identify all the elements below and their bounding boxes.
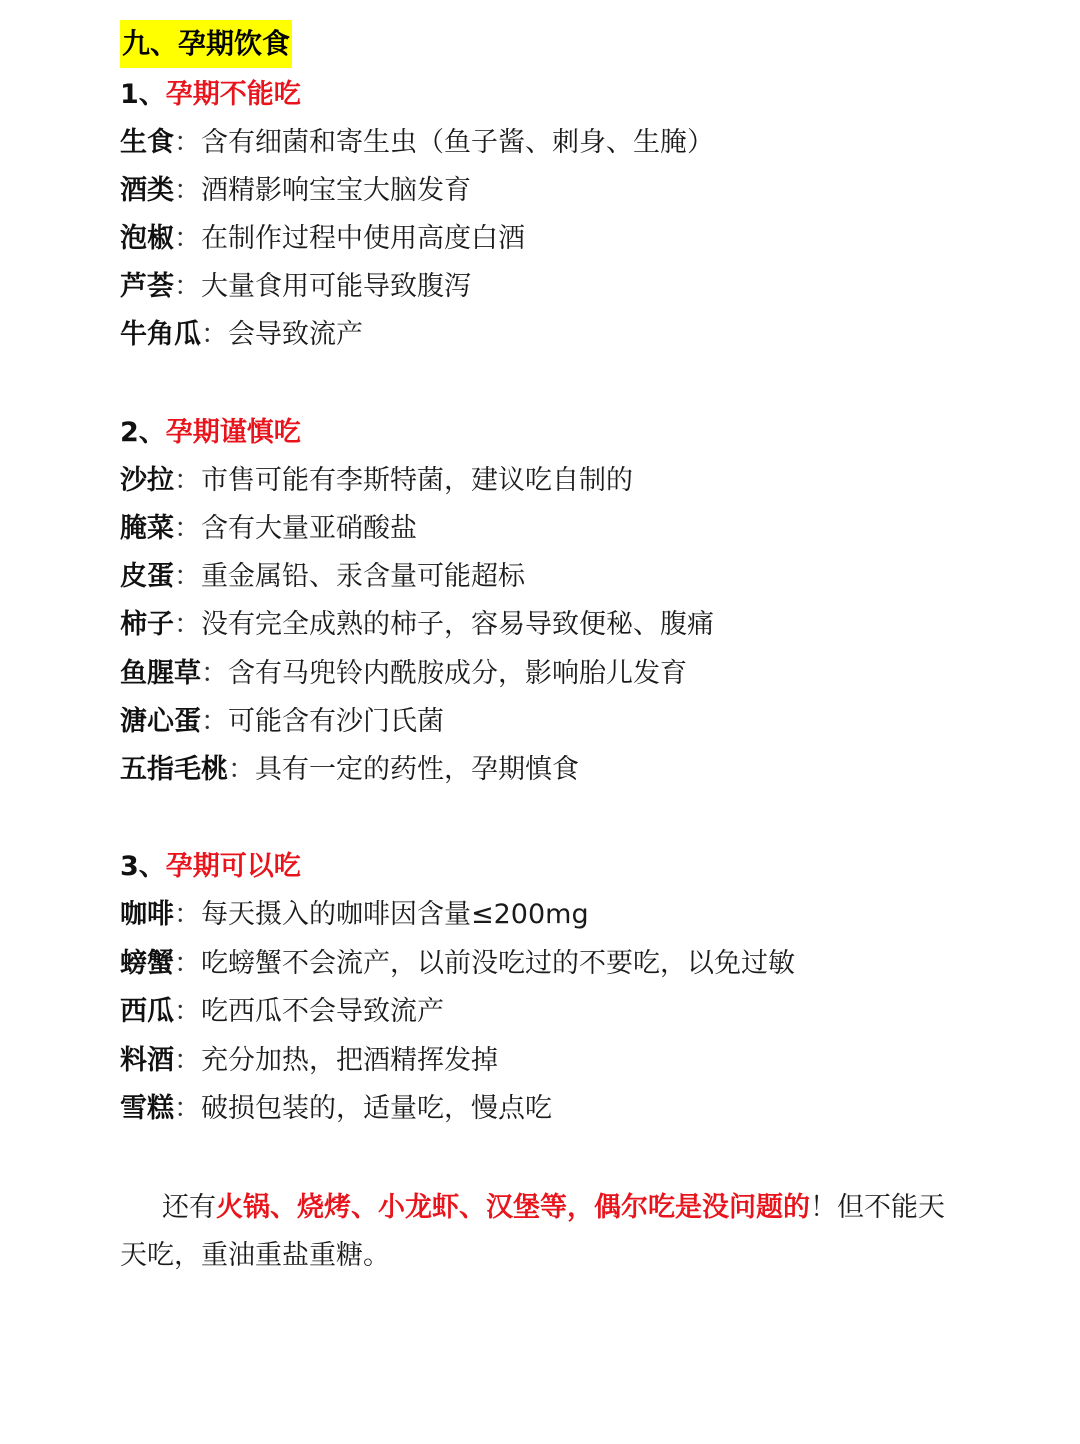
list-item (120, 698, 444, 746)
list-item (120, 940, 795, 988)
item-key: 雪糕 (120, 1093, 174, 1124)
item-description: 大量食用可能导致腹泻 (201, 271, 471, 302)
item-description: 在制作过程中使用高度白酒 (201, 223, 525, 254)
item-separator: ： (174, 223, 201, 254)
item-description: 可能含有沙门氏菌 (228, 706, 444, 737)
item-separator: ： (174, 175, 201, 206)
item-description: 吃西瓜不会导致流产 (201, 996, 444, 1027)
item-description: 会导致流产 (228, 319, 363, 350)
list-item (120, 1037, 498, 1085)
list-item (120, 746, 579, 794)
list-item (120, 311, 363, 359)
item-key: 咖啡 (120, 899, 174, 930)
list-item (120, 601, 714, 649)
item-key: 溏心蛋 (120, 706, 201, 737)
item-key: 料酒 (120, 1045, 174, 1076)
item-key: 沙拉 (120, 465, 174, 496)
item-separator: ： (174, 513, 201, 544)
list-item (120, 505, 417, 553)
item-key: 皮蛋 (120, 561, 174, 592)
closing-paragraph (120, 1184, 970, 1280)
item-description: 市售可能有李斯特菌，建议吃自制的 (201, 465, 633, 496)
item-description: 含有细菌和寄生虫（鱼子酱、刺身、生腌） (201, 127, 714, 158)
section-number: 2、 (120, 417, 166, 448)
item-separator: ： (174, 899, 201, 930)
item-separator: ： (174, 561, 201, 592)
item-separator: ： (174, 465, 201, 496)
closing-suffix: ！但不能天天吃，重油重盐重糖。 (120, 1192, 945, 1271)
list-item (120, 263, 471, 311)
section-heading-2 (120, 409, 301, 457)
section-number: 3、 (120, 851, 166, 882)
item-key: 芦荟 (120, 271, 174, 302)
item-separator: ： (174, 1093, 201, 1124)
item-description: 具有一定的药性，孕期慎食 (255, 754, 579, 785)
item-description: 充分加热，把酒精挥发掉 (201, 1045, 498, 1076)
section-label: 孕期谨慎吃 (165, 417, 301, 448)
item-key: 鱼腥草 (120, 658, 201, 689)
section-label: 孕期可以吃 (165, 851, 301, 882)
closing-prefix: 还有 (162, 1192, 216, 1223)
item-separator: ： (174, 948, 201, 979)
list-item (120, 553, 525, 601)
item-description: 酒精影响宝宝大脑发育 (201, 175, 471, 206)
item-description: 含有大量亚硝酸盐 (201, 513, 417, 544)
item-key: 牛角瓜 (120, 319, 201, 350)
item-description: 吃螃蟹不会流产，以前没吃过的不要吃，以免过敏 (201, 948, 795, 979)
list-item (120, 988, 444, 1036)
closing-highlight: 火锅、烧烤、小龙虾、汉堡等，偶尔吃是没问题的 (216, 1192, 810, 1223)
item-key: 酒类 (120, 175, 174, 206)
list-item (120, 650, 687, 698)
item-key: 生食 (120, 127, 174, 158)
item-key: 螃蟹 (120, 948, 174, 979)
item-separator: ： (201, 319, 228, 350)
item-separator: ： (174, 127, 201, 158)
list-item (120, 891, 589, 939)
item-description: 破损包装的，适量吃，慢点吃 (201, 1093, 552, 1124)
item-separator: ： (201, 706, 228, 737)
item-description: 重金属铅、汞含量可能超标 (201, 561, 525, 592)
item-separator: ： (174, 271, 201, 302)
item-separator: ： (228, 754, 255, 785)
item-description: 没有完全成熟的柿子，容易导致便秘、腹痛 (201, 609, 714, 640)
list-item (120, 457, 633, 505)
page-title: 九、孕期饮食 (120, 20, 292, 68)
list-item (120, 167, 471, 215)
item-description: 含有马兜铃内酰胺成分，影响胎儿发育 (228, 658, 687, 689)
section-heading-3 (120, 843, 301, 891)
item-description: 每天摄入的咖啡因含量≤200mg (201, 899, 589, 930)
item-key: 泡椒 (120, 223, 174, 254)
section-number: 1、 (120, 79, 166, 110)
item-key: 柿子 (120, 609, 174, 640)
item-separator: ： (174, 996, 201, 1027)
item-separator: ： (174, 1045, 201, 1076)
item-key: 五指毛桃 (120, 754, 228, 785)
list-item (120, 1085, 552, 1133)
list-item (120, 215, 525, 263)
list-item (120, 119, 714, 167)
item-key: 腌菜 (120, 513, 174, 544)
item-separator: ： (201, 658, 228, 689)
section-label: 孕期不能吃 (165, 79, 301, 110)
item-separator: ： (174, 609, 201, 640)
section-heading-1 (120, 71, 301, 119)
item-key: 西瓜 (120, 996, 174, 1027)
